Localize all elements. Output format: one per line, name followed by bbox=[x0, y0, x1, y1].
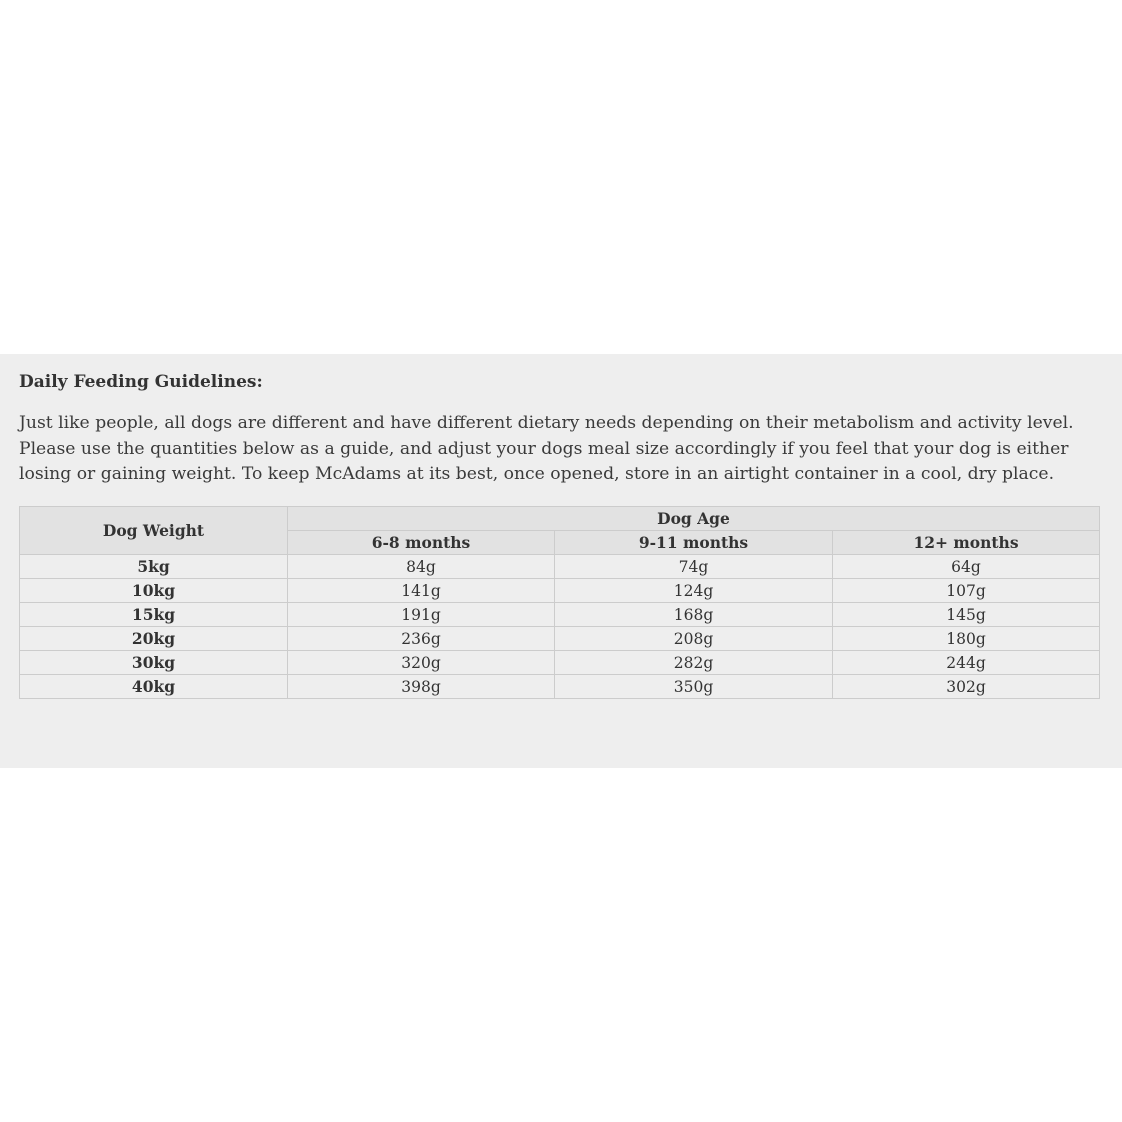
feeding-table bbox=[19, 506, 1100, 699]
dog-weight-header: Dog Weight bbox=[20, 507, 288, 555]
amount-cell: 398g bbox=[288, 675, 555, 699]
amount-cell: 168g bbox=[555, 603, 833, 627]
table-row bbox=[20, 555, 1100, 579]
age-column-header: 6-8 months bbox=[288, 531, 555, 555]
amount-cell: 208g bbox=[555, 627, 833, 651]
table-row bbox=[20, 675, 1100, 699]
amount-cell: 320g bbox=[288, 651, 555, 675]
age-column-header: 12+ months bbox=[833, 531, 1100, 555]
amount-cell: 124g bbox=[555, 579, 833, 603]
amount-cell: 84g bbox=[288, 555, 555, 579]
table-row bbox=[20, 579, 1100, 603]
section-title: Daily Feeding Guidelines: bbox=[19, 372, 263, 392]
amount-cell: 64g bbox=[833, 555, 1100, 579]
weight-cell: 5kg bbox=[20, 555, 288, 579]
table-row bbox=[20, 651, 1100, 675]
amount-cell: 236g bbox=[288, 627, 555, 651]
intro-paragraph: Just like people, all dogs are different and have different dietary needs depending on their metabolism and activity level. Please use the quantities below as a guide, and adjust your dogs meal size accordingly if you feel that your dog is either losing or gaining weight. To keep McAdams at its best, once opened, store in an airtight container in a cool, dry place. bbox=[19, 413, 1074, 484]
dog-age-header: Dog Age bbox=[288, 507, 1100, 531]
table-row bbox=[20, 627, 1100, 651]
table-header-row bbox=[20, 507, 1100, 531]
amount-cell: 145g bbox=[833, 603, 1100, 627]
weight-cell: 15kg bbox=[20, 603, 288, 627]
weight-cell: 30kg bbox=[20, 651, 288, 675]
amount-cell: 107g bbox=[833, 579, 1100, 603]
age-column-header: 9-11 months bbox=[555, 531, 833, 555]
amount-cell: 350g bbox=[555, 675, 833, 699]
amount-cell: 141g bbox=[288, 579, 555, 603]
weight-cell: 10kg bbox=[20, 579, 288, 603]
amount-cell: 180g bbox=[833, 627, 1100, 651]
amount-cell: 191g bbox=[288, 603, 555, 627]
amount-cell: 244g bbox=[833, 651, 1100, 675]
weight-cell: 40kg bbox=[20, 675, 288, 699]
amount-cell: 74g bbox=[555, 555, 833, 579]
amount-cell: 302g bbox=[833, 675, 1100, 699]
amount-cell: 282g bbox=[555, 651, 833, 675]
weight-cell: 20kg bbox=[20, 627, 288, 651]
table-row bbox=[20, 603, 1100, 627]
